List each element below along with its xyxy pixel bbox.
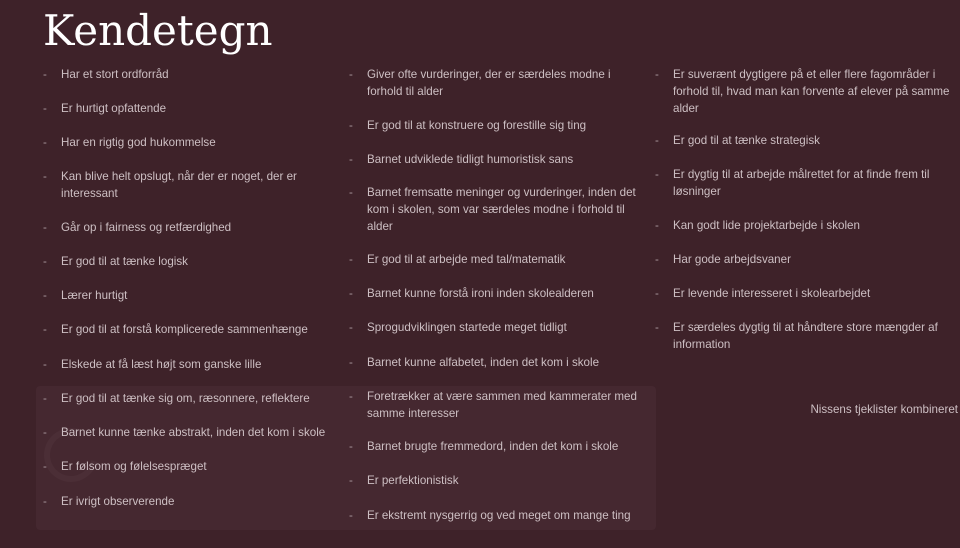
source-note: Nissens tjeklister kombineret bbox=[810, 403, 958, 416]
list-item: - Er god til at tænke strategisk bbox=[655, 134, 820, 147]
list-item: - Barnet brugte fremmedord, inden det kom i skole bbox=[349, 440, 619, 453]
list-item: - Er levende interesseret i skolearbejdet bbox=[655, 287, 871, 300]
list-item: - Kan blive helt opslugt, når der er noget, der er interessant bbox=[43, 170, 297, 200]
bullet-dash: - bbox=[349, 390, 353, 403]
bullet-dash: - bbox=[655, 134, 659, 147]
bullet-dash: - bbox=[349, 321, 353, 334]
bullet-dash: - bbox=[349, 440, 353, 453]
list-item: - Giver ofte vurderinger, der er særdeles modne i forhold til alder bbox=[349, 68, 611, 98]
bullet-dash: - bbox=[349, 474, 353, 487]
list-item: - Har gode arbejdsvaner bbox=[655, 253, 791, 266]
list-item: - Barnet kunne tænke abstrakt, inden det kom i skole bbox=[43, 426, 326, 439]
bullet-dash: - bbox=[43, 289, 47, 302]
bullet-dash: - bbox=[655, 253, 659, 266]
list-item: - Går op i fairness og retfærdighed bbox=[43, 221, 232, 234]
bullet-dash: - bbox=[43, 170, 47, 183]
bullet-dash: - bbox=[349, 253, 353, 266]
bullet-dash: - bbox=[349, 356, 353, 369]
bullet-dash: - bbox=[349, 509, 353, 522]
bullet-dash: - bbox=[43, 136, 47, 149]
bullet-dash: - bbox=[43, 255, 47, 268]
list-item: - Foretrækker at være sammen med kammerater med samme interesser bbox=[349, 390, 637, 420]
page-title: Kendetegn bbox=[43, 6, 273, 55]
bullet-dash: - bbox=[43, 426, 47, 439]
bullet-dash: - bbox=[43, 358, 47, 371]
list-item: - Er god til at tænke logisk bbox=[43, 255, 188, 268]
list-item: - Barnet kunne alfabetet, inden det kom i skole bbox=[349, 356, 600, 369]
bullet-dash: - bbox=[655, 168, 659, 181]
list-item: - Er god til at tænke sig om, ræsonnere, reflektere bbox=[43, 392, 310, 405]
list-item: - Er ekstremt nysgerrig og ved meget om mange ting bbox=[349, 509, 631, 522]
list-item: - Er dygtig til at arbejde målrettet for at finde frem til løsninger bbox=[655, 168, 930, 198]
bullet-dash: - bbox=[43, 495, 47, 508]
bullet-dash: - bbox=[655, 321, 659, 334]
list-item: - Er god til at forstå komplicerede sammenhænge bbox=[43, 323, 308, 336]
bullet-dash: - bbox=[43, 460, 47, 473]
bullet-dash: - bbox=[43, 102, 47, 115]
list-item: - Elskede at få læst højt som ganske lille bbox=[43, 358, 262, 371]
bullet-dash: - bbox=[655, 68, 659, 81]
bullet-dash: - bbox=[655, 219, 659, 232]
list-item: - Lærer hurtigt bbox=[43, 289, 128, 302]
list-item: - Kan godt lide projektarbejde i skolen bbox=[655, 219, 860, 232]
bullet-dash: - bbox=[349, 287, 353, 300]
list-item: - Er hurtigt opfattende bbox=[43, 102, 167, 115]
list-item: - Barnet kunne forstå ironi inden skolealderen bbox=[349, 287, 594, 300]
bullet-dash: - bbox=[349, 119, 353, 132]
bullet-dash: - bbox=[43, 392, 47, 405]
list-item: - Har en rigtig god hukommelse bbox=[43, 136, 216, 149]
list-item: - Barnet udviklede tidligt humoristisk sans bbox=[349, 153, 574, 166]
bullet-dash: - bbox=[43, 323, 47, 336]
list-item: - Er følsom og følelsespræget bbox=[43, 460, 207, 473]
list-item: - Har et stort ordforråd bbox=[43, 68, 169, 81]
list-item: - Er ivrigt observerende bbox=[43, 495, 175, 508]
list-item: - Er god til at arbejde med tal/matematik bbox=[349, 253, 566, 266]
list-item: - Er god til at konstruere og forestille sig ting bbox=[349, 119, 587, 132]
bullet-dash: - bbox=[349, 186, 353, 199]
list-item: - Er perfektionistisk bbox=[349, 474, 459, 487]
bullet-dash: - bbox=[349, 153, 353, 166]
bullet-dash: - bbox=[43, 221, 47, 234]
list-item: - Barnet fremsatte meninger og vurderinger, inden det kom i skolen, som var særdeles modne i forhold til alder bbox=[349, 186, 636, 233]
bullet-dash: - bbox=[349, 68, 353, 81]
list-item: - Er særdeles dygtig til at håndtere store mængder af information bbox=[655, 321, 938, 351]
bullet-dash: - bbox=[655, 287, 659, 300]
list-item: - Er suverænt dygtigere på et eller flere fagområder i forhold til, hvad man kan forvente af elever på samme alder bbox=[655, 68, 950, 115]
list-item: - Sprogudviklingen startede meget tidligt bbox=[349, 321, 567, 334]
bullet-dash: - bbox=[43, 68, 47, 81]
